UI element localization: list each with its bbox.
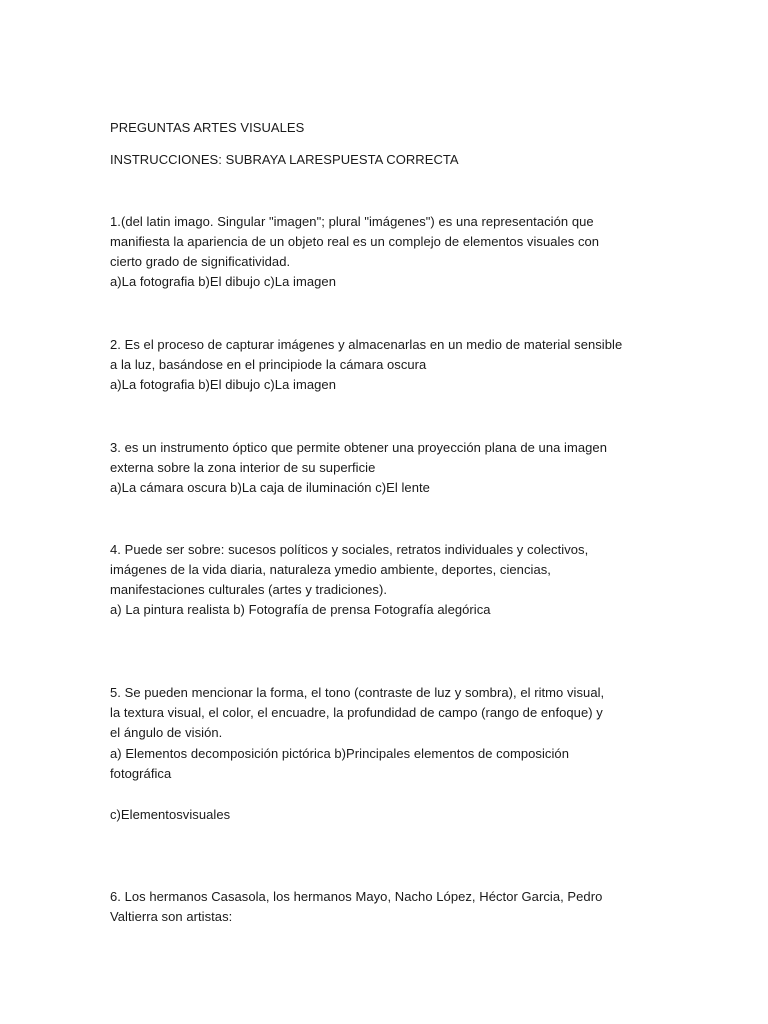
question-text-line: 1.(del latin imago. Singular "imagen"; plural "imágenes") es una representación que: [110, 214, 594, 229]
answer-options: a) La pintura realista b) Fotografía de prensa Fotografía alegórica: [110, 602, 491, 617]
answer-options: a)La fotografia b)El dibujo c)La imagen: [110, 377, 336, 392]
answer-options: a)La cámara oscura b)La caja de iluminación c)El lente: [110, 480, 430, 495]
question-text-line: 5. Se pueden mencionar la forma, el tono (contraste de luz y sombra), el ritmo visual,: [110, 685, 605, 700]
answer-options: a) Elementos decomposición pictórica b)Principales elementos de composición: [110, 746, 569, 761]
question-text-line: 4. Puede ser sobre: sucesos políticos y sociales, retratos individuales y colectivos,: [110, 542, 589, 557]
question-text-line: manifestaciones culturales (artes y tradiciones).: [110, 582, 388, 597]
question-text-line: 3. es un instrumento óptico que permite obtener una proyección plana de una imagen: [110, 440, 607, 455]
question-text-line: cierto grado de significatividad.: [110, 254, 291, 269]
question-text-line: imágenes de la vida diaria, naturaleza ymedio ambiente, deportes, ciencias,: [110, 562, 551, 577]
question-text-line: manifiesta la apariencia de un objeto real es un complejo de elementos visuales con: [110, 234, 600, 249]
document-title: PREGUNTAS ARTES VISUALES: [110, 120, 305, 135]
question-text-line: Valtierra son artistas:: [110, 909, 233, 924]
answer-options: a)La fotografia b)El dibujo c)La imagen: [110, 274, 336, 289]
question-text-line: la textura visual, el color, el encuadre, la profundidad de campo (rango de enfoque) y: [110, 705, 603, 720]
question-text-line: el ángulo de visión.: [110, 725, 223, 740]
question-text-line: 6. Los hermanos Casasola, los hermanos Mayo, Nacho López, Héctor Garcia, Pedro: [110, 889, 603, 904]
question-text-line: a la luz, basándose en el principiode la cámara oscura: [110, 357, 427, 372]
answer-options: c)Elementosvisuales: [110, 807, 231, 822]
question-text-line: externa sobre la zona interior de su superficie: [110, 460, 376, 475]
answer-options: fotográfica: [110, 766, 172, 781]
instructions: INSTRUCCIONES: SUBRAYA LARESPUESTA CORRECTA: [110, 152, 459, 167]
question-text-line: 2. Es el proceso de capturar imágenes y almacenarlas en un medio de material sensible: [110, 337, 623, 352]
